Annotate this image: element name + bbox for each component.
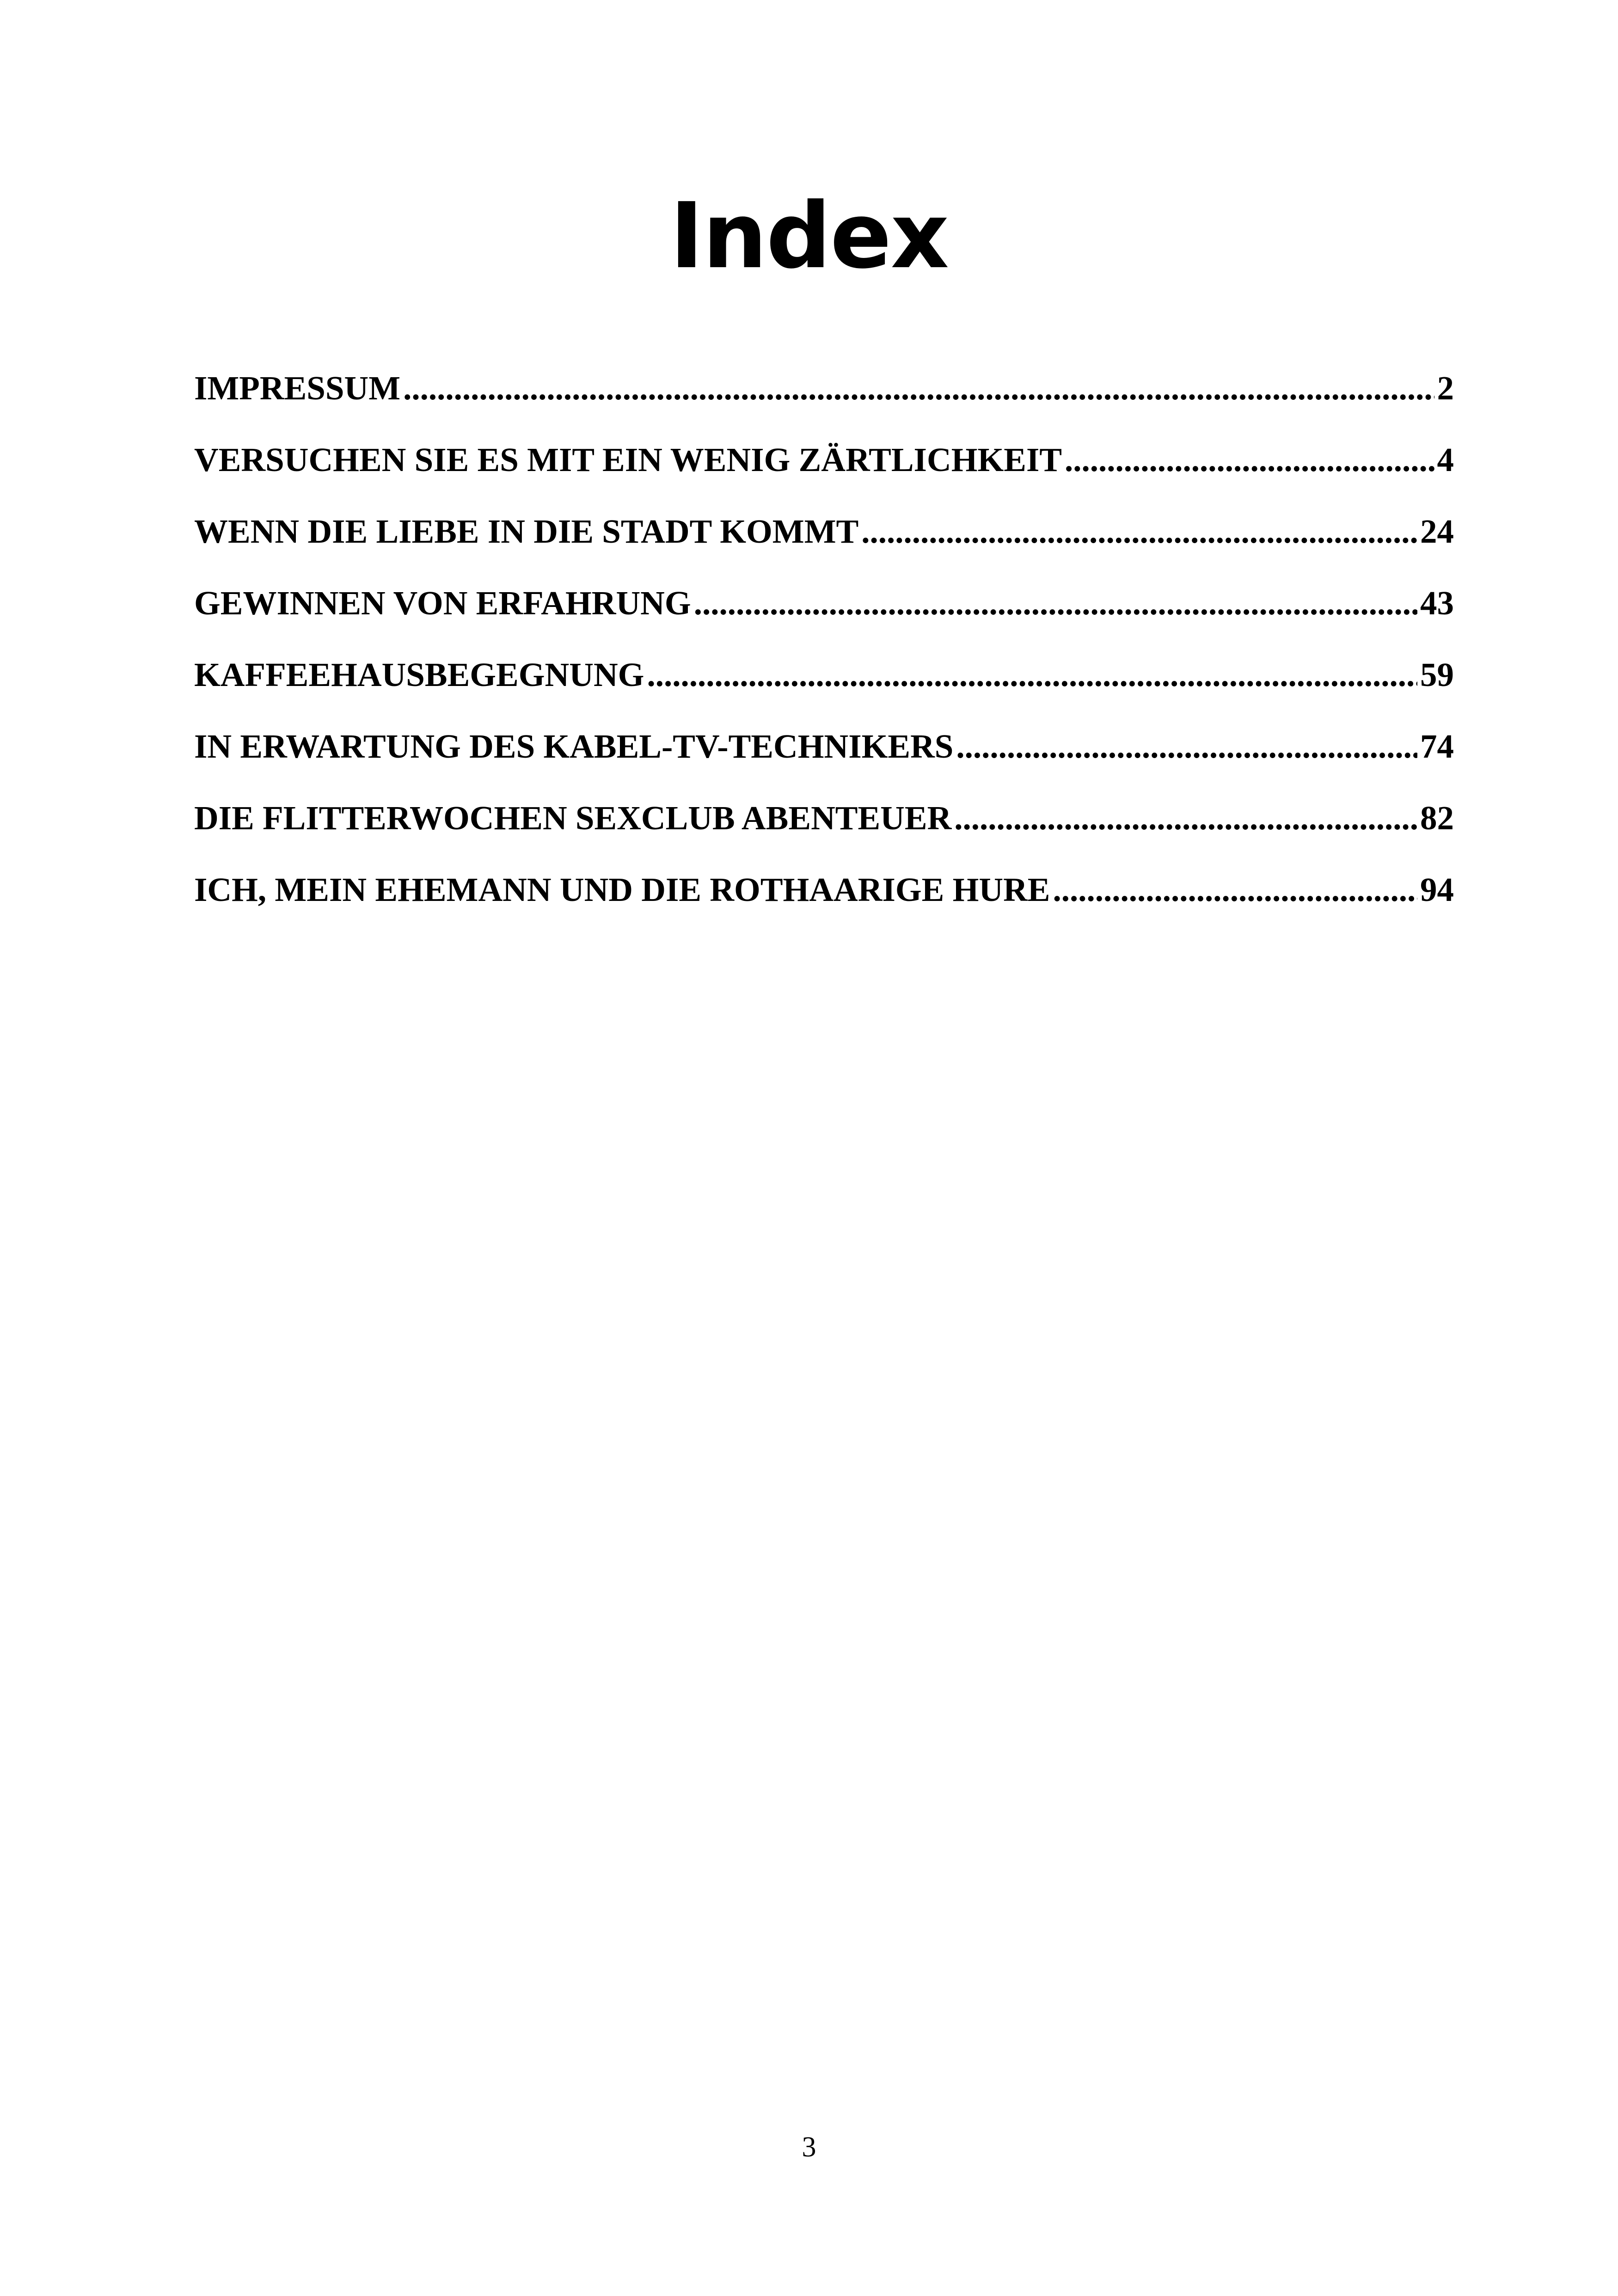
toc-entry-page: 82	[1420, 799, 1454, 837]
toc-dot-leader	[403, 361, 1434, 416]
toc-entry-versuchen[interactable]	[194, 432, 1454, 504]
toc-entry-gewinnen[interactable]	[194, 576, 1454, 647]
toc-dot-leader	[647, 647, 1417, 703]
toc-entry-title: IMPRESSUM	[194, 369, 401, 407]
page-number: 3	[802, 2131, 816, 2163]
toc-entry-kabel-tv[interactable]	[194, 719, 1454, 790]
toc-entry-kaffeehaus[interactable]	[194, 647, 1454, 719]
toc-dot-leader	[694, 576, 1417, 631]
toc-entry-page: 43	[1420, 584, 1454, 622]
toc-entry-title: WENN DIE LIEBE IN DIE STADT KOMMT	[194, 513, 859, 550]
toc-entry-page: 74	[1420, 728, 1454, 765]
toc-entry-wenn-die-liebe[interactable]	[194, 504, 1454, 576]
toc-entry-title: DIE FLITTERWOCHEN SEXCLUB ABENTEUER	[194, 799, 952, 837]
toc-entry-impressum[interactable]	[194, 361, 1454, 432]
toc-entry-flitterwochen[interactable]	[194, 790, 1454, 862]
toc-entry-page: 59	[1420, 656, 1454, 693]
toc-entry-page: 24	[1420, 513, 1454, 550]
toc-dot-leader	[1053, 862, 1417, 918]
toc-dot-leader	[1065, 432, 1434, 488]
toc-entry-page: 94	[1420, 871, 1454, 908]
toc-entry-title: IN ERWARTUNG DES KABEL-TV-TECHNIKERS	[194, 728, 954, 765]
toc-entry-title: VERSUCHEN SIE ES MIT EIN WENIG ZÄRTLICHKEIT	[194, 441, 1062, 478]
toc-entry-title: KAFFEEHAUSBEGEGNUNG	[194, 656, 644, 693]
toc-dot-leader	[954, 790, 1417, 846]
toc-entry-ehemann[interactable]	[194, 862, 1454, 934]
page-title: Index	[669, 184, 949, 289]
toc-dot-leader	[861, 504, 1417, 559]
toc-entry-page: 4	[1437, 441, 1454, 478]
toc-dot-leader	[956, 719, 1417, 774]
toc-entry-page: 2	[1437, 369, 1454, 407]
toc-entry-title: ICH, MEIN EHEMANN UND DIE ROTHAARIGE HURE	[194, 871, 1050, 908]
table-of-contents	[194, 361, 1454, 934]
toc-entry-title: GEWINNEN VON ERFAHRUNG	[194, 584, 691, 622]
